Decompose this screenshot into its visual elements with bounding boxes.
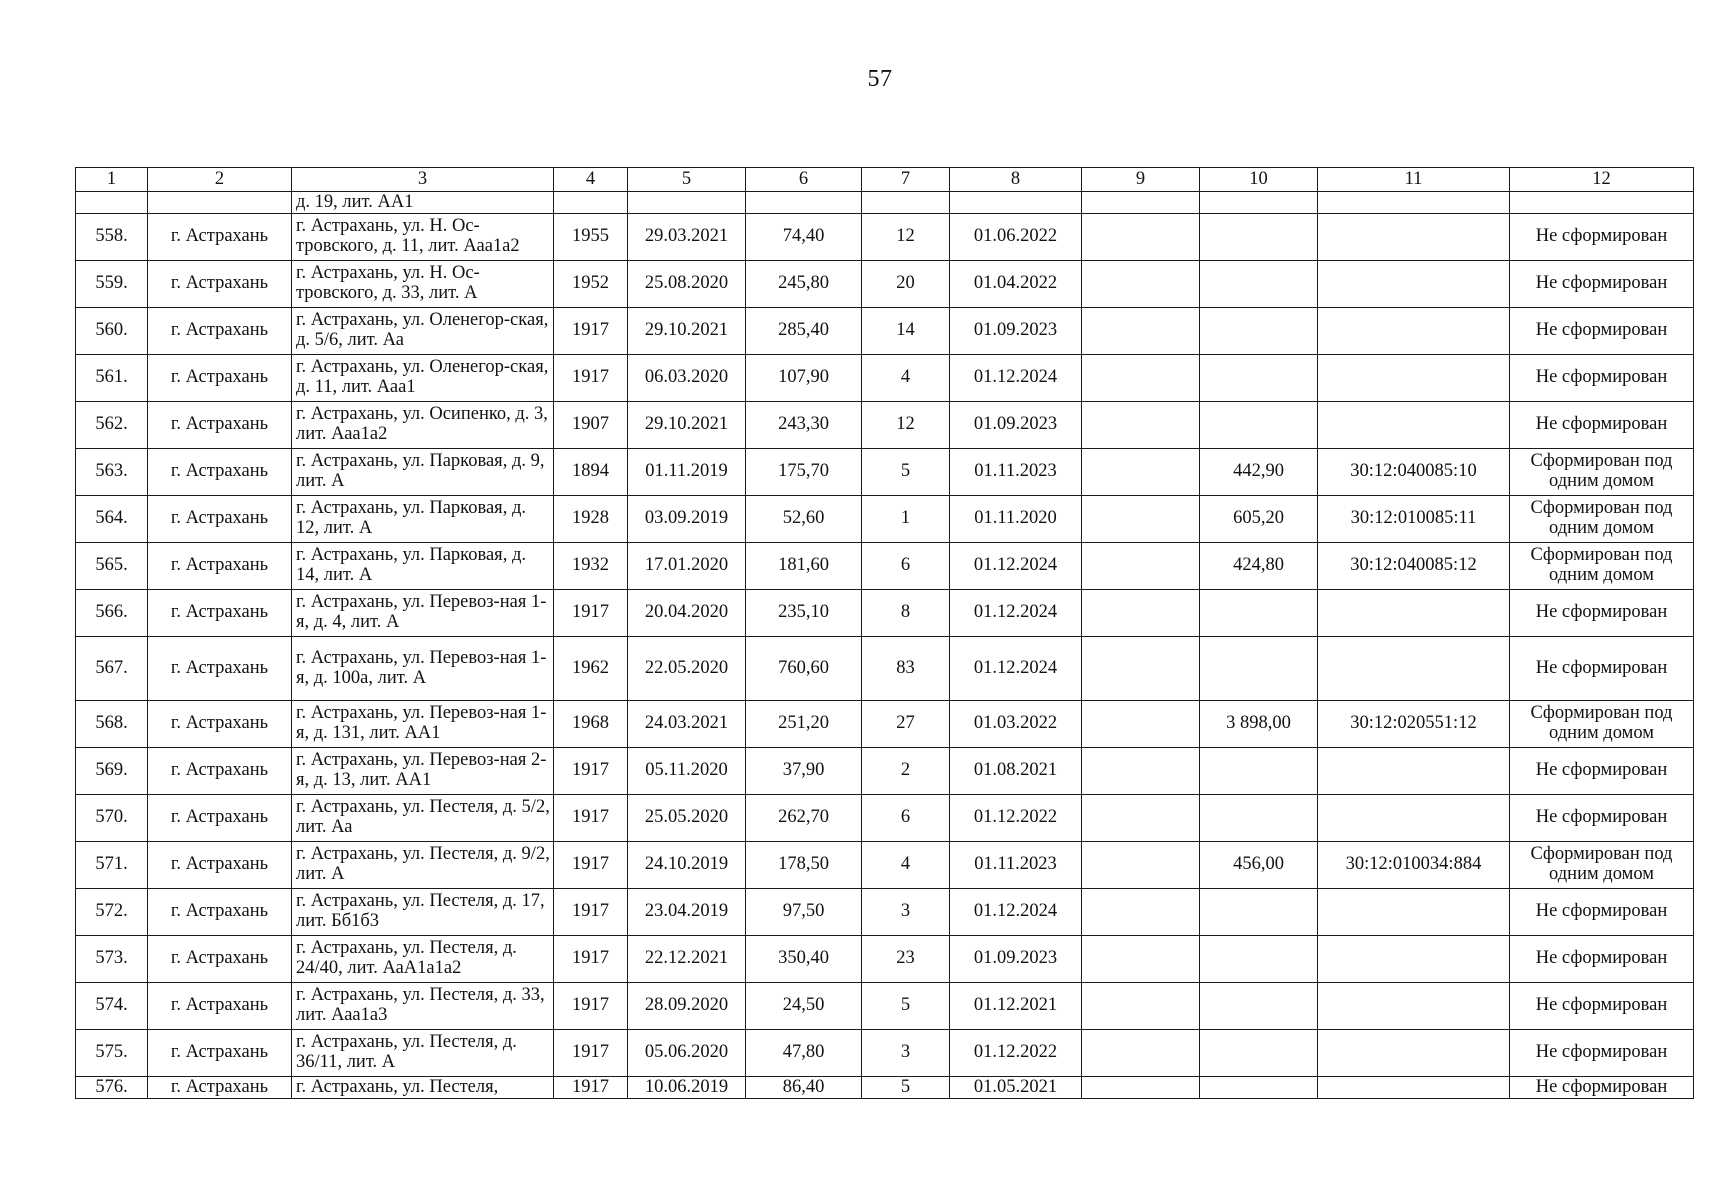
city-cell: г. Астрахань: [148, 214, 292, 261]
empty-cell: [1082, 192, 1200, 214]
land-status-cell: Не сформирован: [1510, 308, 1694, 355]
table-row: [76, 637, 1694, 701]
area-cell: 52,60: [746, 496, 862, 543]
table-row: [76, 449, 1694, 496]
inspection-date-cell: 29.10.2021: [628, 402, 746, 449]
planned-date-cell: 01.12.2022: [950, 795, 1082, 842]
table-row: [76, 496, 1694, 543]
continuation-row: [76, 192, 1694, 214]
column-number: 12: [1510, 168, 1694, 192]
row-number-cell: 566.: [76, 590, 148, 637]
table-row: [76, 889, 1694, 936]
address-cell: г. Астрахань, ул. Осипенко, д. 3, лит. Ааа1а2: [292, 402, 554, 449]
planned-date-cell: 01.08.2021: [950, 748, 1082, 795]
inspection-date-cell: 25.08.2020: [628, 261, 746, 308]
address-cell: г. Астрахань, ул. Оленегор-ская, д. 11, лит. Ааа1: [292, 355, 554, 402]
column-number: 8: [950, 168, 1082, 192]
city-cell: г. Астрахань: [148, 842, 292, 889]
inspection-date-cell: 28.09.2020: [628, 983, 746, 1030]
city-cell: г. Астрахань: [148, 355, 292, 402]
address-cell: г. Астрахань, ул. Парковая, д. 9, лит. А: [292, 449, 554, 496]
area-cell: 86,40: [746, 1077, 862, 1099]
inspection-date-cell: 10.06.2019: [628, 1077, 746, 1099]
residents-cell: 4: [862, 842, 950, 889]
area-cell: 251,20: [746, 701, 862, 748]
inspection-date-cell: 03.09.2019: [628, 496, 746, 543]
table-row: [76, 983, 1694, 1030]
area-cell: 47,80: [746, 1030, 862, 1077]
column-9-cell: [1082, 701, 1200, 748]
land-status-cell: Сформирован под одним домом: [1510, 496, 1694, 543]
table-row: [76, 402, 1694, 449]
land-area-cell: [1200, 637, 1318, 701]
land-area-cell: [1200, 1030, 1318, 1077]
year-cell: 1917: [554, 1030, 628, 1077]
land-area-cell: [1200, 795, 1318, 842]
address-cell: г. Астрахань, ул. Перевоз-ная 1-я, д. 131, лит. АА1: [292, 701, 554, 748]
cadastral-number-cell: [1318, 1077, 1510, 1099]
address-cell: г. Астрахань, ул. Пестеля, д. 9/2, лит. А: [292, 842, 554, 889]
column-number: 2: [148, 168, 292, 192]
land-status-cell: Не сформирован: [1510, 355, 1694, 402]
area-cell: 235,10: [746, 590, 862, 637]
land-area-cell: 605,20: [1200, 496, 1318, 543]
area-cell: 175,70: [746, 449, 862, 496]
area-cell: 74,40: [746, 214, 862, 261]
planned-date-cell: 01.12.2024: [950, 543, 1082, 590]
city-cell: г. Астрахань: [148, 261, 292, 308]
inspection-date-cell: 25.05.2020: [628, 795, 746, 842]
area-cell: 350,40: [746, 936, 862, 983]
address-cell: г. Астрахань, ул. Перевоз-ная 1-я, д. 100а, лит. А: [292, 637, 554, 701]
year-cell: 1907: [554, 402, 628, 449]
cadastral-number-cell: 30:12:040085:10: [1318, 449, 1510, 496]
row-number-cell: 565.: [76, 543, 148, 590]
land-status-cell: Не сформирован: [1510, 983, 1694, 1030]
column-9-cell: [1082, 543, 1200, 590]
empty-cell: [1200, 192, 1318, 214]
land-status-cell: Не сформирован: [1510, 402, 1694, 449]
row-number-cell: 559.: [76, 261, 148, 308]
year-cell: 1917: [554, 889, 628, 936]
planned-date-cell: 01.04.2022: [950, 261, 1082, 308]
year-cell: 1932: [554, 543, 628, 590]
column-number: 1: [76, 168, 148, 192]
address-cell: г. Астрахань, ул. Перевоз-ная 2-я, д. 13, лит. АА1: [292, 748, 554, 795]
row-number-cell: 563.: [76, 449, 148, 496]
planned-date-cell: 01.12.2022: [950, 1030, 1082, 1077]
land-status-cell: Сформирован под одним домом: [1510, 842, 1694, 889]
year-cell: 1917: [554, 983, 628, 1030]
year-cell: 1917: [554, 748, 628, 795]
land-area-cell: [1200, 355, 1318, 402]
residents-cell: 2: [862, 748, 950, 795]
table-row: [76, 261, 1694, 308]
area-cell: 107,90: [746, 355, 862, 402]
cadastral-number-cell: 30:12:010085:11: [1318, 496, 1510, 543]
empty-cell: [1510, 192, 1694, 214]
inspection-date-cell: 05.06.2020: [628, 1030, 746, 1077]
planned-date-cell: 01.12.2024: [950, 889, 1082, 936]
cadastral-number-cell: [1318, 590, 1510, 637]
inspection-date-cell: 23.04.2019: [628, 889, 746, 936]
residents-cell: 4: [862, 355, 950, 402]
row-number-cell: 575.: [76, 1030, 148, 1077]
city-cell: г. Астрахань: [148, 936, 292, 983]
planned-date-cell: 01.09.2023: [950, 308, 1082, 355]
address-cell: г. Астрахань, ул. Пестеля,: [292, 1077, 554, 1099]
address-cell: г. Астрахань, ул. Парковая, д. 12, лит. А: [292, 496, 554, 543]
cadastral-number-cell: [1318, 261, 1510, 308]
residents-cell: 3: [862, 1030, 950, 1077]
column-9-cell: [1082, 402, 1200, 449]
land-status-cell: Не сформирован: [1510, 795, 1694, 842]
empty-cell: [746, 192, 862, 214]
land-area-cell: 442,90: [1200, 449, 1318, 496]
column-9-cell: [1082, 496, 1200, 543]
planned-date-cell: 01.11.2023: [950, 449, 1082, 496]
land-area-cell: [1200, 261, 1318, 308]
table-row: [76, 936, 1694, 983]
empty-cell: [148, 192, 292, 214]
cadastral-number-cell: [1318, 214, 1510, 261]
row-number-cell: 560.: [76, 308, 148, 355]
column-9-cell: [1082, 355, 1200, 402]
land-area-cell: [1200, 936, 1318, 983]
column-number: 10: [1200, 168, 1318, 192]
planned-date-cell: 01.12.2021: [950, 983, 1082, 1030]
inspection-date-cell: 20.04.2020: [628, 590, 746, 637]
address-cell: д. 19, лит. АА1: [292, 192, 554, 214]
inspection-date-cell: 22.05.2020: [628, 637, 746, 701]
residents-cell: 83: [862, 637, 950, 701]
residents-cell: 20: [862, 261, 950, 308]
planned-date-cell: 01.03.2022: [950, 701, 1082, 748]
land-area-cell: [1200, 1077, 1318, 1099]
land-status-cell: Не сформирован: [1510, 748, 1694, 795]
row-number-cell: 572.: [76, 889, 148, 936]
cadastral-number-cell: [1318, 637, 1510, 701]
land-status-cell: Не сформирован: [1510, 1030, 1694, 1077]
cadastral-number-cell: [1318, 795, 1510, 842]
empty-cell: [862, 192, 950, 214]
registry-body: [76, 168, 1694, 1099]
address-cell: г. Астрахань, ул. Перевоз-ная 1-я, д. 4, лит. А: [292, 590, 554, 637]
land-status-cell: Не сформирован: [1510, 261, 1694, 308]
column-number: 5: [628, 168, 746, 192]
residents-cell: 14: [862, 308, 950, 355]
year-cell: 1968: [554, 701, 628, 748]
city-cell: г. Астрахань: [148, 748, 292, 795]
column-9-cell: [1082, 214, 1200, 261]
column-9-cell: [1082, 449, 1200, 496]
address-cell: г. Астрахань, ул. Пестеля, д. 36/11, лит. А: [292, 1030, 554, 1077]
cadastral-number-cell: [1318, 308, 1510, 355]
land-status-cell: Не сформирован: [1510, 1077, 1694, 1099]
city-cell: г. Астрахань: [148, 701, 292, 748]
address-cell: г. Астрахань, ул. Пестеля, д. 33, лит. Ааа1а3: [292, 983, 554, 1030]
year-cell: 1928: [554, 496, 628, 543]
empty-cell: [628, 192, 746, 214]
inspection-date-cell: 17.01.2020: [628, 543, 746, 590]
area-cell: 243,30: [746, 402, 862, 449]
inspection-date-cell: 24.10.2019: [628, 842, 746, 889]
address-cell: г. Астрахань, ул. Пестеля, д. 17, лит. Бб1б3: [292, 889, 554, 936]
row-number-cell: 570.: [76, 795, 148, 842]
cadastral-number-cell: [1318, 402, 1510, 449]
column-9-cell: [1082, 1030, 1200, 1077]
row-number-cell: 571.: [76, 842, 148, 889]
area-cell: 285,40: [746, 308, 862, 355]
column-number: 4: [554, 168, 628, 192]
land-area-cell: [1200, 214, 1318, 261]
empty-cell: [950, 192, 1082, 214]
area-cell: 178,50: [746, 842, 862, 889]
table-row: [76, 1030, 1694, 1077]
year-cell: 1955: [554, 214, 628, 261]
row-number-cell: 567.: [76, 637, 148, 701]
row-number-cell: 561.: [76, 355, 148, 402]
planned-date-cell: 01.12.2024: [950, 355, 1082, 402]
residents-cell: 5: [862, 449, 950, 496]
cadastral-number-cell: [1318, 748, 1510, 795]
area-cell: 760,60: [746, 637, 862, 701]
table-row: [76, 748, 1694, 795]
table-row: [76, 543, 1694, 590]
residents-cell: 12: [862, 402, 950, 449]
land-area-cell: 424,80: [1200, 543, 1318, 590]
land-status-cell: Не сформирован: [1510, 936, 1694, 983]
residents-cell: 12: [862, 214, 950, 261]
housing-registry-table: [75, 167, 1694, 1099]
cadastral-number-cell: [1318, 1030, 1510, 1077]
year-cell: 1917: [554, 1077, 628, 1099]
city-cell: г. Астрахань: [148, 543, 292, 590]
year-cell: 1962: [554, 637, 628, 701]
city-cell: г. Астрахань: [148, 637, 292, 701]
land-status-cell: Не сформирован: [1510, 889, 1694, 936]
address-cell: г. Астрахань, ул. Н. Ос-тровского, д. 33, лит. А: [292, 261, 554, 308]
cadastral-number-cell: [1318, 355, 1510, 402]
year-cell: 1917: [554, 795, 628, 842]
inspection-date-cell: 29.03.2021: [628, 214, 746, 261]
city-cell: г. Астрахань: [148, 795, 292, 842]
land-status-cell: Сформирован под одним домом: [1510, 543, 1694, 590]
area-cell: 97,50: [746, 889, 862, 936]
city-cell: г. Астрахань: [148, 889, 292, 936]
row-number-cell: 568.: [76, 701, 148, 748]
land-area-cell: [1200, 983, 1318, 1030]
inspection-date-cell: 29.10.2021: [628, 308, 746, 355]
column-9-cell: [1082, 637, 1200, 701]
land-status-cell: Не сформирован: [1510, 637, 1694, 701]
planned-date-cell: 01.09.2023: [950, 402, 1082, 449]
address-cell: г. Астрахань, ул. Пестеля, д. 24/40, лит. АаА1а1а2: [292, 936, 554, 983]
column-9-cell: [1082, 795, 1200, 842]
land-status-cell: Сформирован под одним домом: [1510, 449, 1694, 496]
column-9-cell: [1082, 889, 1200, 936]
residents-cell: 8: [862, 590, 950, 637]
land-area-cell: 3 898,00: [1200, 701, 1318, 748]
column-number-row: [76, 168, 1694, 192]
column-number: 6: [746, 168, 862, 192]
inspection-date-cell: 22.12.2021: [628, 936, 746, 983]
column-number: 11: [1318, 168, 1510, 192]
planned-date-cell: 01.12.2024: [950, 637, 1082, 701]
land-area-cell: [1200, 402, 1318, 449]
page-number: 57: [867, 66, 893, 92]
row-number-cell: 574.: [76, 983, 148, 1030]
year-cell: 1917: [554, 355, 628, 402]
year-cell: 1917: [554, 936, 628, 983]
row-number-cell: 569.: [76, 748, 148, 795]
residents-cell: 3: [862, 889, 950, 936]
inspection-date-cell: 05.11.2020: [628, 748, 746, 795]
table-row: [76, 355, 1694, 402]
column-9-cell: [1082, 308, 1200, 355]
area-cell: 245,80: [746, 261, 862, 308]
planned-date-cell: 01.06.2022: [950, 214, 1082, 261]
city-cell: г. Астрахань: [148, 983, 292, 1030]
land-area-cell: 456,00: [1200, 842, 1318, 889]
table-row: [76, 1077, 1694, 1099]
empty-cell: [554, 192, 628, 214]
year-cell: 1894: [554, 449, 628, 496]
address-cell: г. Астрахань, ул. Пестеля, д. 5/2, лит. Аа: [292, 795, 554, 842]
cadastral-number-cell: [1318, 936, 1510, 983]
cadastral-number-cell: [1318, 983, 1510, 1030]
city-cell: г. Астрахань: [148, 1030, 292, 1077]
residents-cell: 27: [862, 701, 950, 748]
column-number: 9: [1082, 168, 1200, 192]
area-cell: 24,50: [746, 983, 862, 1030]
row-number-cell: 562.: [76, 402, 148, 449]
empty-cell: [1318, 192, 1510, 214]
column-9-cell: [1082, 1077, 1200, 1099]
column-9-cell: [1082, 842, 1200, 889]
planned-date-cell: 01.11.2023: [950, 842, 1082, 889]
column-number: 3: [292, 168, 554, 192]
table-row: [76, 842, 1694, 889]
planned-date-cell: 01.11.2020: [950, 496, 1082, 543]
inspection-date-cell: 24.03.2021: [628, 701, 746, 748]
land-area-cell: [1200, 308, 1318, 355]
year-cell: 1952: [554, 261, 628, 308]
area-cell: 181,60: [746, 543, 862, 590]
cadastral-number-cell: 30:12:010034:884: [1318, 842, 1510, 889]
row-number-cell: 576.: [76, 1077, 148, 1099]
residents-cell: 23: [862, 936, 950, 983]
column-9-cell: [1082, 983, 1200, 1030]
area-cell: 37,90: [746, 748, 862, 795]
residents-cell: 6: [862, 795, 950, 842]
city-cell: г. Астрахань: [148, 496, 292, 543]
column-9-cell: [1082, 748, 1200, 795]
empty-cell: [76, 192, 148, 214]
table-row: [76, 795, 1694, 842]
residents-cell: 5: [862, 1077, 950, 1099]
year-cell: 1917: [554, 590, 628, 637]
table-row: [76, 308, 1694, 355]
year-cell: 1917: [554, 308, 628, 355]
planned-date-cell: 01.05.2021: [950, 1077, 1082, 1099]
land-status-cell: Не сформирован: [1510, 590, 1694, 637]
residents-cell: 1: [862, 496, 950, 543]
residents-cell: 6: [862, 543, 950, 590]
area-cell: 262,70: [746, 795, 862, 842]
inspection-date-cell: 06.03.2020: [628, 355, 746, 402]
address-cell: г. Астрахань, ул. Н. Ос-тровского, д. 11, лит. Ааа1а2: [292, 214, 554, 261]
year-cell: 1917: [554, 842, 628, 889]
column-number: 7: [862, 168, 950, 192]
address-cell: г. Астрахань, ул. Парковая, д. 14, лит. А: [292, 543, 554, 590]
address-cell: г. Астрахань, ул. Оленегор-ская, д. 5/6, лит. Аа: [292, 308, 554, 355]
column-9-cell: [1082, 590, 1200, 637]
row-number-cell: 573.: [76, 936, 148, 983]
city-cell: г. Астрахань: [148, 590, 292, 637]
city-cell: г. Астрахань: [148, 308, 292, 355]
column-9-cell: [1082, 261, 1200, 308]
land-status-cell: Сформирован под одним домом: [1510, 701, 1694, 748]
city-cell: г. Астрахань: [148, 1077, 292, 1099]
cadastral-number-cell: [1318, 889, 1510, 936]
inspection-date-cell: 01.11.2019: [628, 449, 746, 496]
land-status-cell: Не сформирован: [1510, 214, 1694, 261]
cadastral-number-cell: 30:12:020551:12: [1318, 701, 1510, 748]
table-row: [76, 590, 1694, 637]
planned-date-cell: 01.09.2023: [950, 936, 1082, 983]
table-row: [76, 701, 1694, 748]
row-number-cell: 558.: [76, 214, 148, 261]
planned-date-cell: 01.12.2024: [950, 590, 1082, 637]
table-row: [76, 214, 1694, 261]
row-number-cell: 564.: [76, 496, 148, 543]
residents-cell: 5: [862, 983, 950, 1030]
city-cell: г. Астрахань: [148, 402, 292, 449]
column-9-cell: [1082, 936, 1200, 983]
land-area-cell: [1200, 748, 1318, 795]
land-area-cell: [1200, 590, 1318, 637]
city-cell: г. Астрахань: [148, 449, 292, 496]
land-area-cell: [1200, 889, 1318, 936]
cadastral-number-cell: 30:12:040085:12: [1318, 543, 1510, 590]
